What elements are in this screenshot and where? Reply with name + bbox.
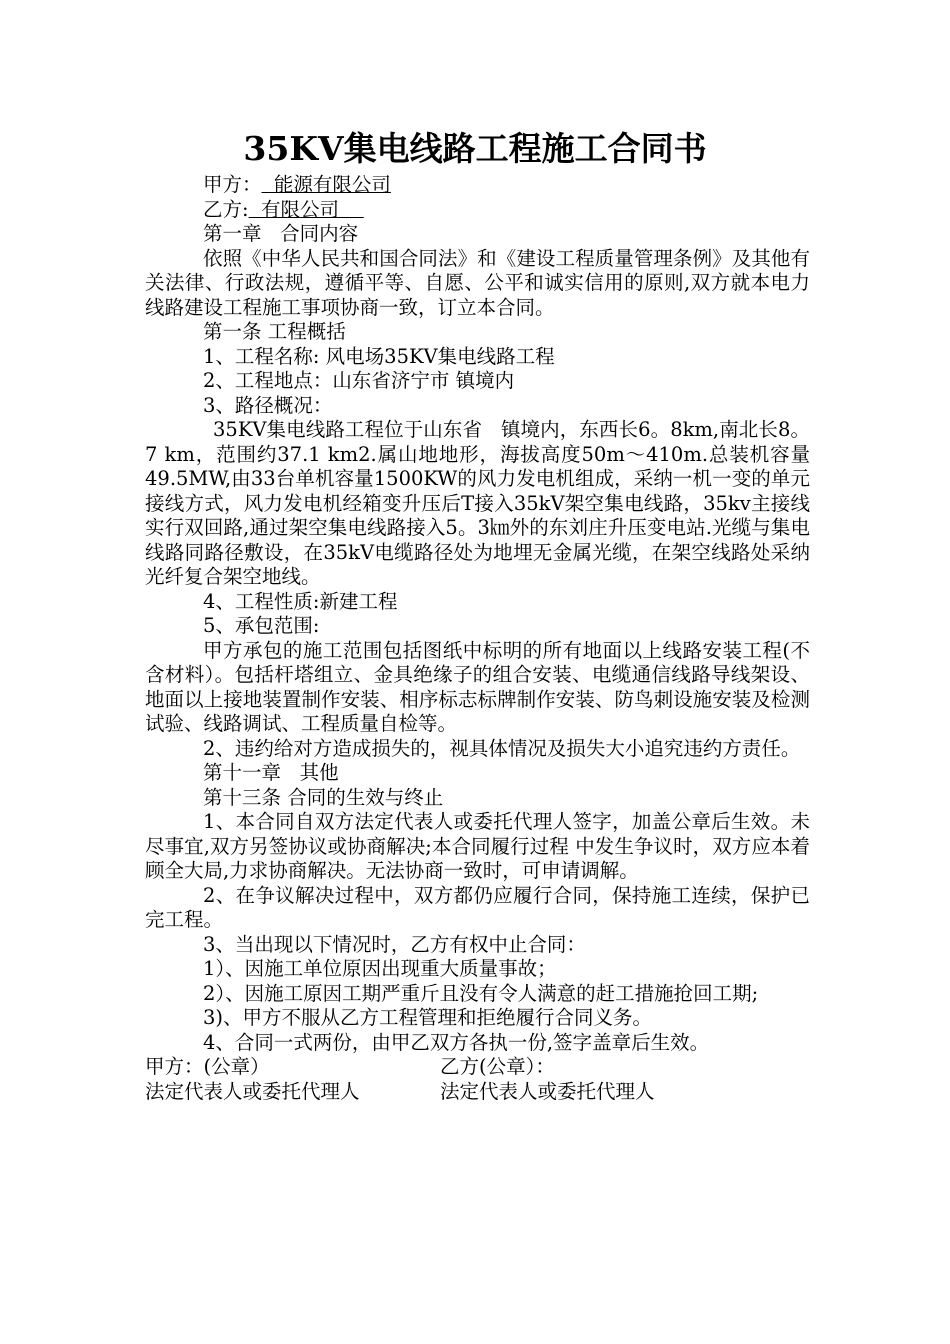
sub-clause: 2）、因施工原因工期严重斤且没有令人满意的赶工措施抢回工期; xyxy=(203,981,759,1005)
article-heading: 第一条 工程概括 xyxy=(203,320,346,343)
document-body xyxy=(145,173,810,1104)
party-a-label: 甲方： xyxy=(203,173,262,196)
chapter-heading: 第一章 合同内容 xyxy=(203,222,359,245)
party-a-representative: 法定代表人或委托代理人 xyxy=(145,1079,360,1103)
clause-paragraph: 2、在争议解决过程中，双方都仍应履行合同，保持施工连续，保护已完工程。 xyxy=(145,883,810,931)
party-b-label: 乙方: xyxy=(203,197,249,221)
chapter-heading: 第十一章 其他 xyxy=(203,761,339,784)
representative-row xyxy=(145,1080,810,1105)
party-b-seal: 乙方(公章）： xyxy=(440,1055,555,1078)
project-name: 1、工程名称: 风电场35KV集电线路工程 xyxy=(203,344,555,368)
project-location: 2、工程地点：山东省济宁市 镇境内 xyxy=(203,369,515,392)
sub-clause: 1）、因施工单位原因出现重大质量事故； xyxy=(203,957,557,980)
clause-paragraph: 1、本合同自双方法定代表人或委托代理人签字，加盖公章后生效。未尽事宜,双方另签协议或协商解决;本合同履行过程 中发生争议时，双方应本着顾全大局,力求协商解决。无法协商一致时，可申请调解。 xyxy=(145,810,810,882)
clause-paragraph: 3、当出现以下情况时，乙方有权中止合同： xyxy=(203,932,586,956)
breach-paragraph: 2、违约给对方造成损失的，视具体情况及损失大小追究违约方责任。 xyxy=(203,736,801,760)
party-b-value: 有限公司 xyxy=(248,197,364,221)
project-nature: 4、工程性质:新建工程 xyxy=(203,589,398,613)
signature-row xyxy=(145,1055,810,1080)
route-overview-heading: 3、路径概况： xyxy=(203,393,333,417)
party-b-representative: 法定代表人或委托代理人 xyxy=(440,1079,655,1103)
party-a-line xyxy=(145,173,810,198)
party-b-line xyxy=(145,198,810,223)
party-a-seal: 甲方：(公章） xyxy=(145,1055,270,1078)
article-heading: 第十三条 合同的生效与终止 xyxy=(203,785,444,809)
scope-paragraph: 甲方承包的施工范围包括图纸中标明的所有地面以上线路安装工程(不含材料）。包括杆塔组立、金具绝缘子的组合安装、电缆通信线路导线架设、地面以上接地装置制作安装、相序标志标牌制作安装、防鸟刺设施安装及检测试验、线路调试、工程质量自检等。 xyxy=(145,638,810,735)
party-a-value: 能源有限公司 xyxy=(261,173,391,196)
document-title: 35KV集电线路工程施工合同书 xyxy=(243,129,707,168)
intro-paragraph: 依照《中华人民共和国合同法》和《建设工程质量管理条例》及其他有关法律、行政法规，遵循平等、自愿、公平和诚实信用的原则,双方就本电力线路建设工程施工事项协商一致，订立本合同。 xyxy=(145,246,810,319)
route-description: 35KV集电线路工程位于山东省 镇境内，东西长6。8km,南北长8。7 km，范围约37.1 km2.属山地地形，海拔高度50m～410m.总装机容量49.5MW,由33台单机容量1500KW的风力发电机组成，采纳一机一变的单元接线方式，风力发电机经箱变升压后T接入35kV架空集电线路，35kv主接线实行双回路,通过架空集电线路接入5。3㎞外的东刘庄升压变电站.光缆与集电线路同路径敷设，在35kV电缆路径处为地埋无金属光缆，在架空线路处采纳光纤复合架空地线。 xyxy=(145,418,810,588)
contract-scope-heading: 5、承包范围: xyxy=(203,614,320,637)
clause-paragraph: 4、合同一式两份，由甲乙双方各执一份,签字盖章后生效。 xyxy=(203,1030,710,1054)
sub-clause: 3)、甲方不服从乙方工程管理和拒绝履行合同义务。 xyxy=(203,1006,653,1029)
